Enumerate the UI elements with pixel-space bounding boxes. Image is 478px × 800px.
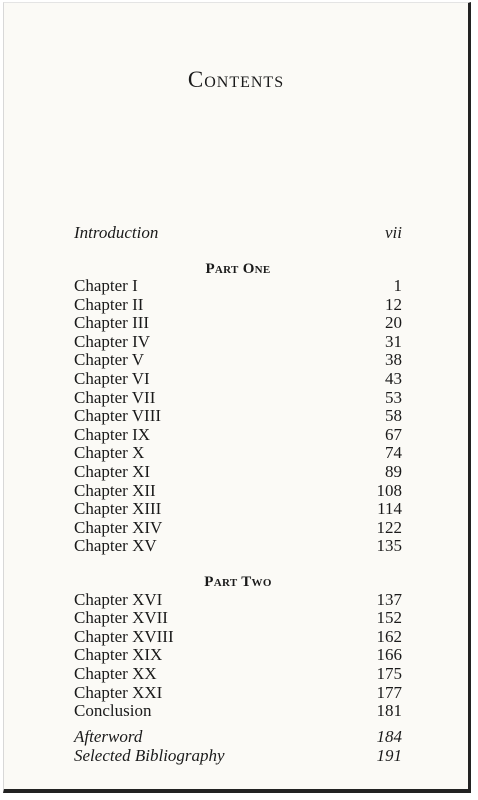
toc-entry-label: Chapter XIII bbox=[74, 499, 162, 519]
toc-entry-page: 20 bbox=[385, 313, 402, 333]
toc-entry-page: 31 bbox=[385, 331, 402, 351]
toc-entry bbox=[74, 333, 402, 352]
toc-entry bbox=[74, 277, 402, 296]
toc-entry-label: Introduction bbox=[74, 223, 159, 242]
toc-entry-label: Chapter XXI bbox=[74, 682, 163, 702]
toc-entry bbox=[74, 389, 402, 408]
toc-entry bbox=[74, 628, 402, 647]
toc-entry-page: 184 bbox=[376, 727, 402, 746]
part-two-heading: Part Two bbox=[204, 574, 272, 590]
toc-entry bbox=[74, 609, 402, 628]
toc-entry-label: Chapter XX bbox=[74, 663, 157, 683]
toc-entry-page: 114 bbox=[377, 499, 402, 519]
toc-entry-label: Chapter XIX bbox=[74, 645, 163, 665]
toc-entry-page: 135 bbox=[376, 536, 402, 556]
toc-entry bbox=[74, 314, 402, 333]
toc-entry-page: 108 bbox=[376, 480, 402, 500]
toc-entry-label: Chapter IX bbox=[74, 424, 151, 444]
toc-entry-label: Chapter VIII bbox=[74, 406, 162, 426]
toc-entry-page: 152 bbox=[376, 608, 402, 628]
toc-entry-page: 166 bbox=[376, 645, 402, 665]
toc-entry-page: 89 bbox=[385, 462, 402, 481]
toc-entry-introduction bbox=[74, 224, 402, 243]
toc-entry bbox=[74, 296, 402, 315]
toc-entry-afterword bbox=[74, 728, 402, 747]
toc-entry-page: 181 bbox=[376, 701, 402, 721]
toc-entry-label: Chapter V bbox=[74, 350, 145, 370]
toc-entry bbox=[74, 482, 402, 501]
toc-entry-page: 175 bbox=[376, 663, 402, 683]
toc-entry-label: Chapter IV bbox=[74, 331, 151, 351]
toc-entry-label: Chapter X bbox=[74, 443, 145, 463]
toc-entry-conclusion bbox=[74, 702, 402, 721]
toc-entry bbox=[74, 537, 402, 556]
part-one-heading: Part One bbox=[205, 261, 271, 277]
toc-entry bbox=[74, 351, 402, 370]
toc-entry-page: 177 bbox=[376, 682, 402, 702]
toc-entry-page: vii bbox=[385, 223, 402, 242]
toc-entry-page: 58 bbox=[385, 406, 402, 426]
toc-entry bbox=[74, 591, 402, 610]
toc-entry-label: Afterword bbox=[74, 727, 143, 746]
toc-entry-page: 67 bbox=[385, 424, 402, 444]
toc-entry-label: Chapter XII bbox=[74, 480, 156, 500]
toc-entry-page: 122 bbox=[376, 517, 402, 537]
toc-entry-page: 74 bbox=[385, 443, 402, 463]
toc-entry-page: 38 bbox=[385, 350, 402, 370]
toc-entry-label: Chapter I bbox=[74, 276, 138, 295]
toc-entry-label: Chapter XIV bbox=[74, 517, 163, 537]
toc-entry bbox=[74, 463, 402, 482]
toc-entry bbox=[74, 519, 402, 538]
toc-entry-page: 12 bbox=[385, 294, 402, 314]
toc-entry-label: Selected Bibliography bbox=[74, 745, 225, 765]
toc-entry-label: Chapter III bbox=[74, 313, 150, 333]
toc-entry-page: 191 bbox=[376, 745, 402, 765]
toc-entry-page: 162 bbox=[376, 626, 402, 646]
toc-entry bbox=[74, 444, 402, 463]
toc-entry-label: Chapter II bbox=[74, 294, 144, 314]
page-title: Contents bbox=[187, 67, 285, 92]
toc-entry bbox=[74, 665, 402, 684]
toc-entry-label: Chapter XVII bbox=[74, 608, 168, 628]
toc-entry-page: 43 bbox=[385, 369, 402, 388]
toc-entry bbox=[74, 370, 402, 389]
toc-entry bbox=[74, 500, 402, 519]
toc-entry-label: Chapter VI bbox=[74, 369, 150, 388]
toc-entry-label: Chapter XVIII bbox=[74, 626, 174, 646]
toc-entry-page: 53 bbox=[385, 387, 402, 407]
toc-entry-bibliography bbox=[74, 747, 402, 766]
toc-entry bbox=[74, 646, 402, 665]
toc-entry bbox=[74, 426, 402, 445]
toc-entry-label: Conclusion bbox=[74, 701, 152, 721]
toc-entry-label: Chapter XI bbox=[74, 462, 151, 481]
toc-entry-label: Chapter XVI bbox=[74, 589, 163, 609]
toc-entry-label: Chapter XV bbox=[74, 536, 157, 556]
toc-entry bbox=[74, 407, 402, 426]
toc-entry bbox=[74, 684, 402, 703]
toc-entry-label: Chapter VII bbox=[74, 387, 156, 407]
toc-entry-page: 137 bbox=[376, 589, 402, 609]
book-page bbox=[3, 2, 471, 793]
toc-entry-page: 1 bbox=[393, 276, 402, 295]
